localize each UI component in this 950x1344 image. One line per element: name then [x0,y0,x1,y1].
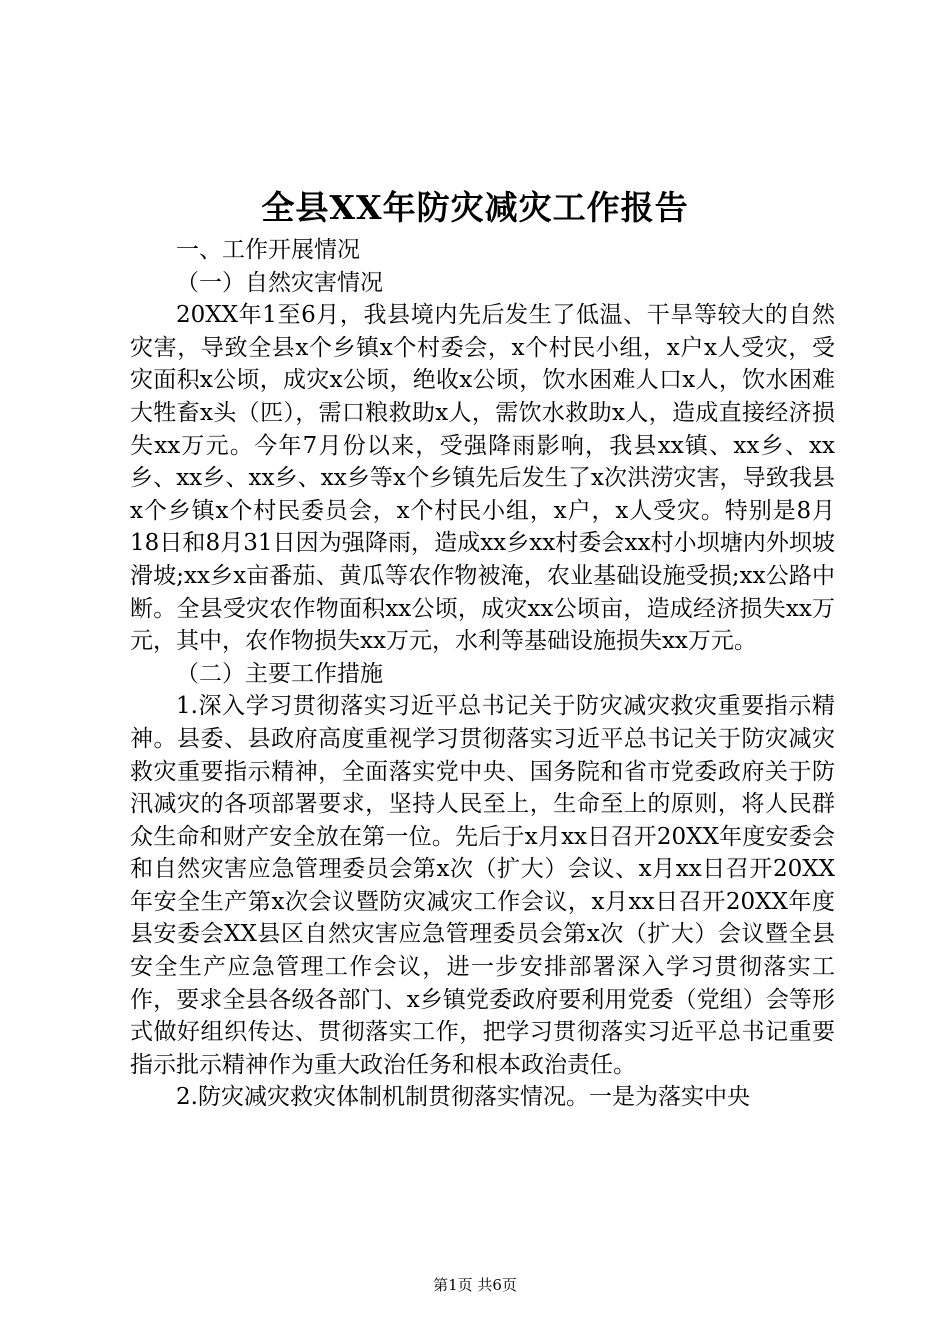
document-title: 全县XX年防灾减灾工作报告 [261,188,689,227]
paragraph-measure-2: 2.防灾减灾救灾体制机制贯彻落实情况。一是为落实中央 [176,1084,750,1111]
paragraph-measure-1: 1.深入学习贯彻落实习近平总书记关于防灾减灾救灾重要指示精神。县委、县政府高度重视学习贯彻落实习近平总书记关于防灾减灾救灾重要指示精神，全面落实党中央、国务院和省市党委政府关于防汛减灾的各项部署要求，坚持人民至上，生命至上的原则，将人民群众生命和财产安全放在第一位。先后于x月xx日召开20XX年度安委会和自然灾害应急管理委员会第x次（扩大）会议、x月xx日召开20XX年安全生产第x次会议暨防灾减灾工作会议，x月xx日召开20XX年度县安委会XX县区自然灾害应急管理委员会第x次（扩大）会议暨全县安全生产应急管理工作会议，进一步安排部署深入学习贯彻落实工作，要求全县各级各部门、x乡镇党委政府要利用党委（党组）会等形式做好组织传达、贯彻落实工作，把学习贯彻落实习近平总书记重要指示批示精神作为重大政治任务和根本政治责任。 [130,693,835,1078]
page-footer: 第1页 共6页 [433,1276,517,1294]
paragraph-disaster-situation: 20XX年1至6月，我县境内先后发生了低温、干旱等较大的自然灾害，导致全县x个乡镇x个村委会，x个村民小组，x户x人受灾，受灾面积x公顷，成灾x公顷，绝收x公顷，饮水困难人口x人，饮水困难大牲畜x头（匹），需口粮救助x人，需饮水救助x人，造成直接经济损失xx万元。今年7月份以来，受强降雨影响，我县xx镇、xx乡、xx乡、xx乡、xx乡、xx乡等x个乡镇先后发生了x次洪涝灾害，导致我县x个乡镇x个村民委员会，x个村民小组，x户，x人受灾。特别是8月18日和8月31日因为强降雨，造成xx乡xx村委会xx村小坝塘内外坝坡滑坡;xx乡x亩番茄、黄瓜等农作物被淹，农业基础设施受损;xx公路中断。全县受灾农作物面积xx公顷，成灾xx公顷亩，造成经济损失xx万元，其中，农作物损失xx万元，水利等基础设施损失xx万元。 [130,302,835,655]
document-body [130,234,835,1114]
subsection-heading-natural-disasters: （一）自然灾害情况 [176,269,383,296]
section-heading: 一、工作开展情况 [176,237,360,263]
subsection-heading-main-measures: （二）主要工作措施 [176,660,383,687]
